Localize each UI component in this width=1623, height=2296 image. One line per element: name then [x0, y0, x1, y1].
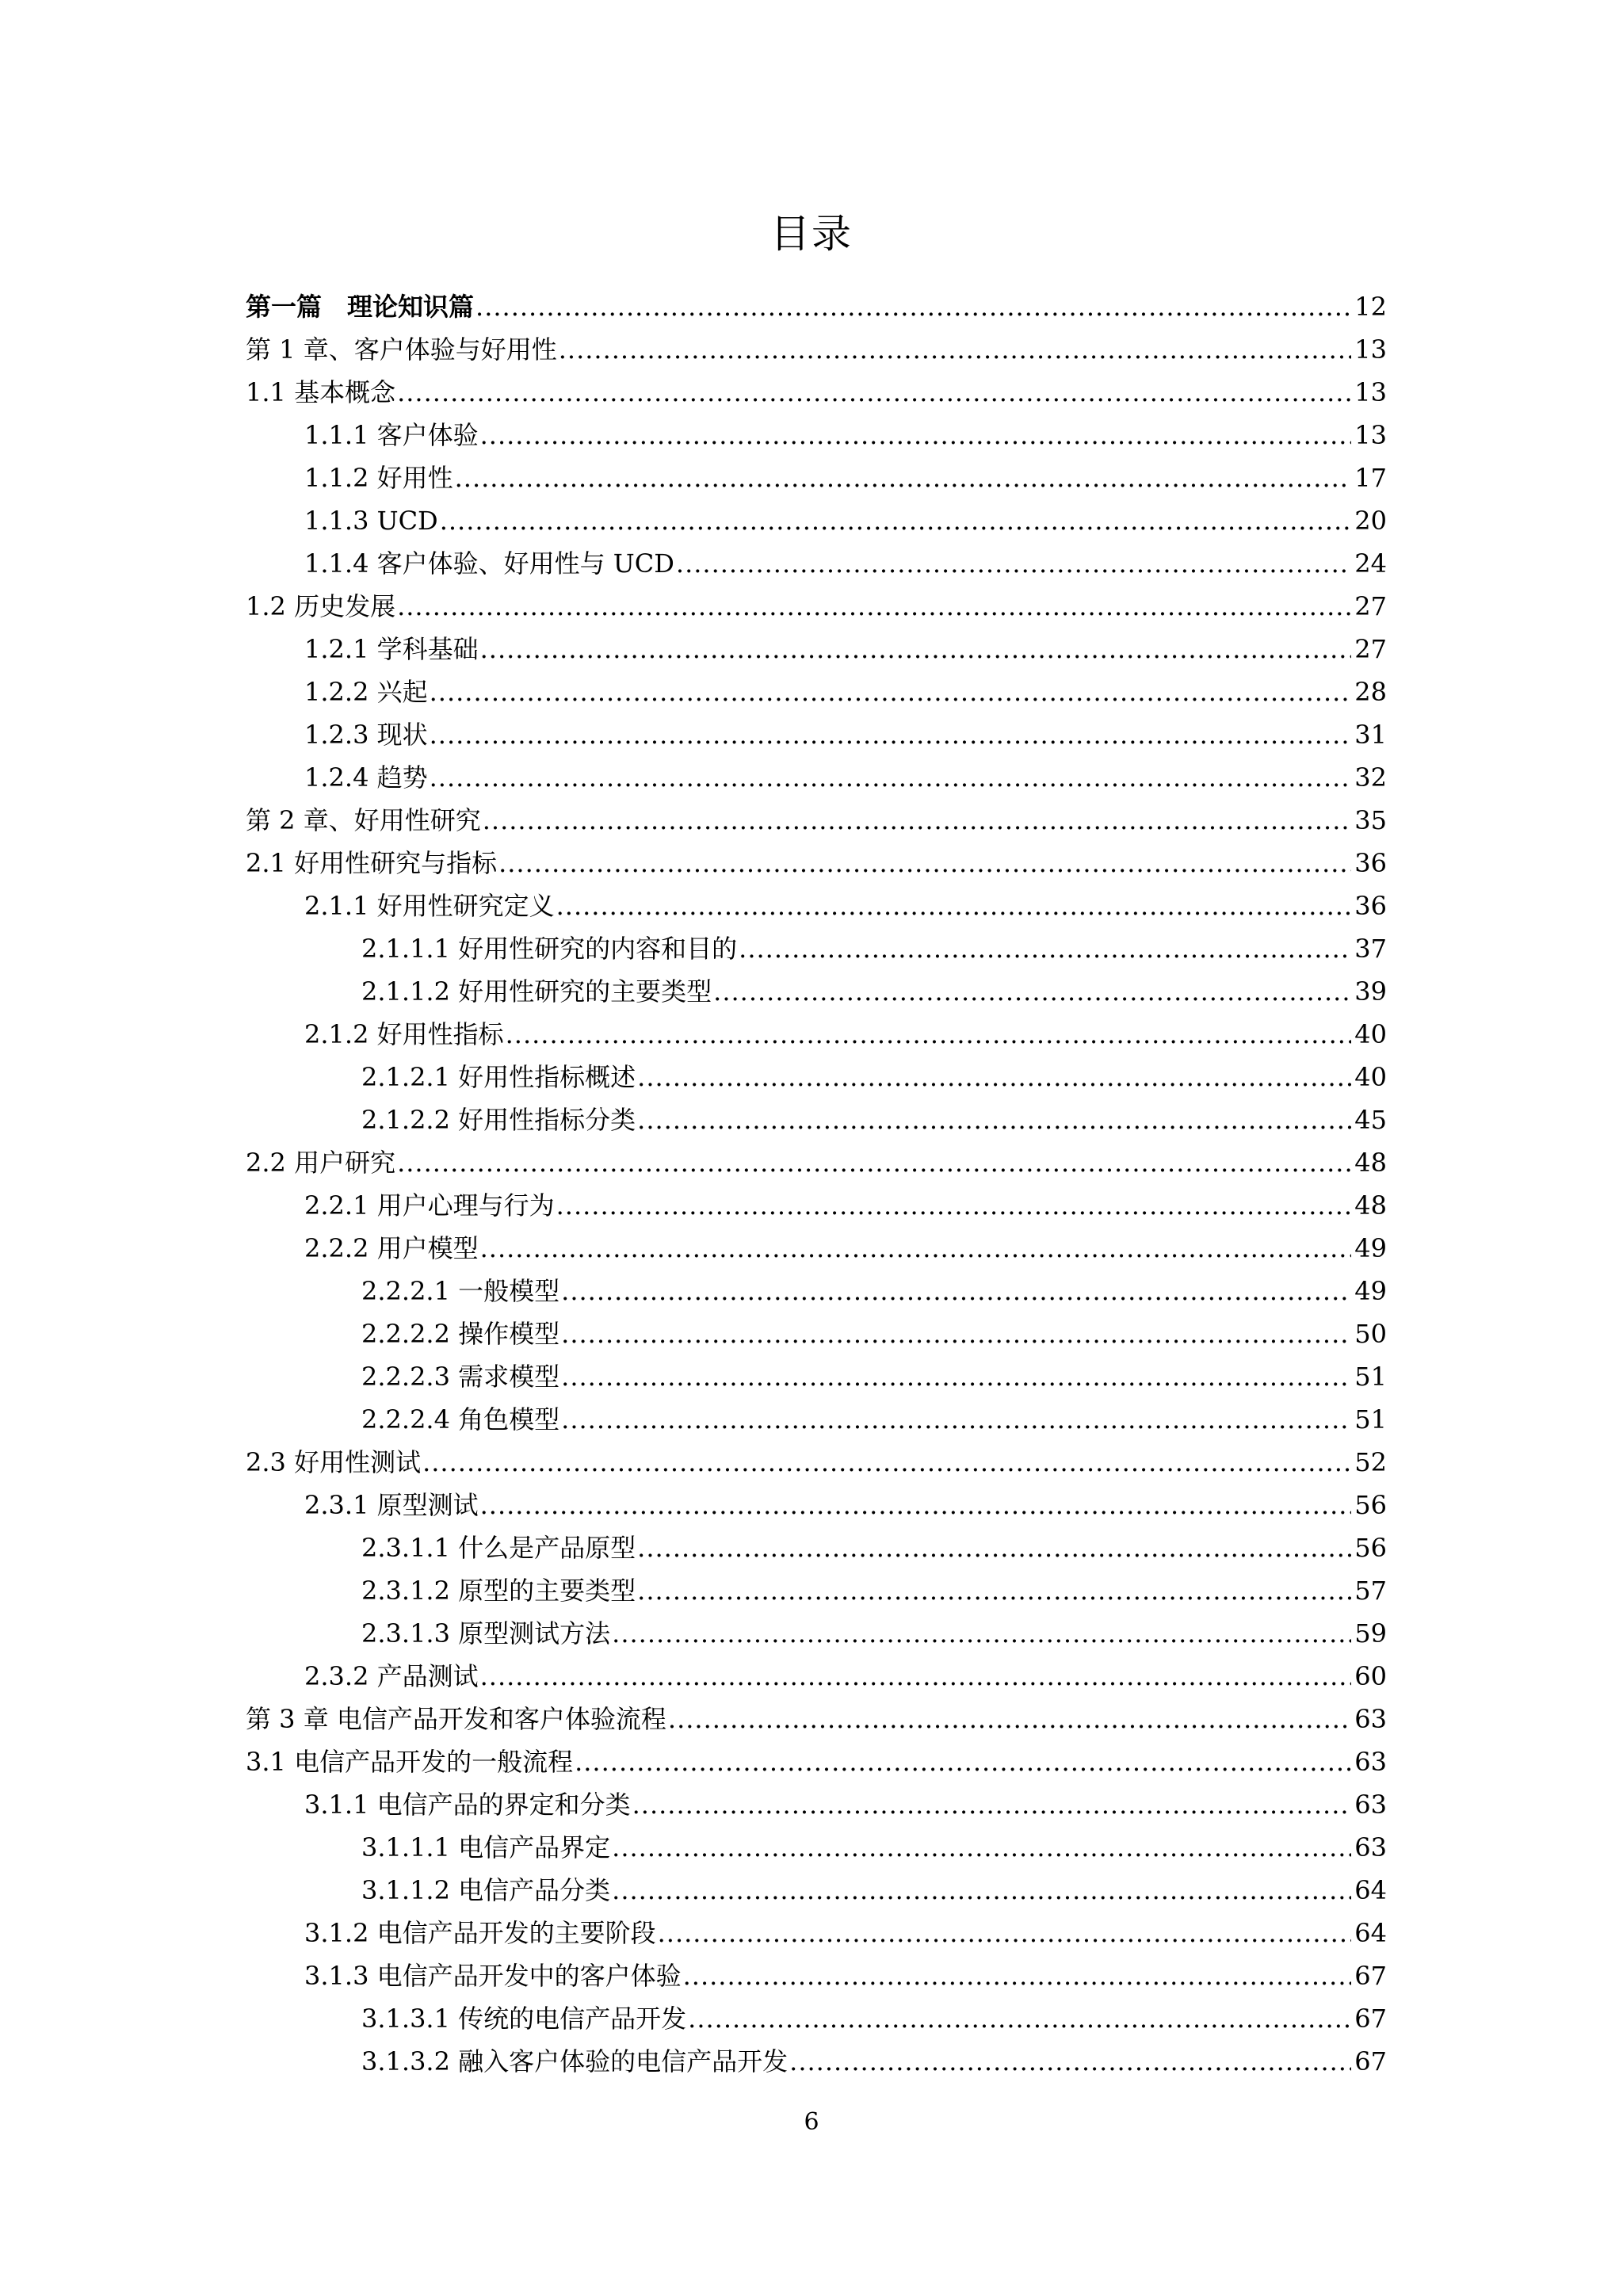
toc-entry[interactable]	[246, 2040, 1387, 2083]
toc-entry[interactable]	[246, 970, 1387, 1013]
toc-entry-label: 3.1.1 电信产品的界定和分类	[304, 1790, 631, 1820]
toc-entry-page: 59	[1354, 1618, 1387, 1648]
toc-entry[interactable]	[246, 1484, 1387, 1526]
toc-entry-label: 2.3.1.2 原型的主要类型	[361, 1576, 636, 1606]
toc-entry-label: 2.1.2.1 好用性指标概述	[361, 1062, 636, 1092]
toc-entry-label: 1.2 历史发展	[246, 591, 396, 621]
toc-dot-leader	[612, 1612, 1351, 1655]
toc-dot-leader	[658, 1912, 1352, 1954]
toc-entry-label: 2.2.2 用户模型	[304, 1233, 479, 1263]
toc-entry-page: 51	[1354, 1362, 1387, 1392]
toc-entry-page: 27	[1354, 591, 1387, 621]
toc-entry[interactable]	[246, 1398, 1387, 1441]
toc-entry-page: 17	[1354, 463, 1387, 493]
toc-entry-label: 第 1 章、客户体验与好用性	[246, 334, 557, 365]
toc-entry[interactable]	[246, 371, 1387, 414]
toc-entry-label: 3.1 电信产品开发的一般流程	[246, 1747, 574, 1777]
toc-entry-label: 3.1.1.1 电信产品界定	[361, 1832, 611, 1862]
toc-entry[interactable]	[246, 499, 1387, 542]
toc-entry-label: 2.1.1.1 好用性研究的内容和目的	[361, 934, 738, 964]
toc-dot-leader	[480, 414, 1352, 457]
toc-entry-label: 1.1.2 好用性	[304, 463, 453, 493]
toc-entry-label: 3.1.3 电信产品开发中的客户体验	[304, 1961, 682, 1991]
toc-entry-page: 49	[1354, 1233, 1387, 1263]
toc-entry[interactable]	[246, 713, 1387, 756]
toc-dot-leader	[561, 1355, 1351, 1398]
toc-entry-page: 63	[1354, 1790, 1387, 1820]
toc-entry[interactable]	[246, 1526, 1387, 1569]
toc-entry-label: 3.1.2 电信产品开发的主要阶段	[304, 1918, 656, 1948]
toc-dot-leader	[440, 499, 1352, 542]
toc-entry-page: 13	[1354, 377, 1387, 407]
toc-entry-label: 1.1.1 客户体验	[304, 420, 479, 450]
toc-dot-leader	[688, 1997, 1351, 2040]
toc-entry[interactable]	[246, 1569, 1387, 1612]
toc-entry-page: 31	[1354, 720, 1387, 750]
toc-entry[interactable]	[246, 1698, 1387, 1740]
toc-dot-leader	[480, 1484, 1352, 1526]
toc-dot-leader	[676, 542, 1351, 585]
toc-entry[interactable]	[246, 1740, 1387, 1783]
toc-dot-leader	[683, 1954, 1352, 1997]
toc-dot-leader	[789, 2040, 1351, 2083]
toc-entry[interactable]	[246, 1098, 1387, 1141]
toc-entry-label: 2.2.2.4 角色模型	[361, 1404, 560, 1435]
toc-entry[interactable]	[246, 1184, 1387, 1227]
toc-entry-page: 13	[1354, 334, 1387, 365]
toc-dot-leader	[739, 927, 1351, 970]
toc-entry-label: 2.1.2 好用性指标	[304, 1019, 504, 1049]
toc-entry[interactable]	[246, 1355, 1387, 1398]
toc-dot-leader	[430, 756, 1352, 799]
toc-dot-leader	[483, 799, 1352, 842]
toc-entry[interactable]	[246, 1270, 1387, 1312]
toc-entry-page: 36	[1354, 848, 1387, 878]
toc-dot-leader	[556, 884, 1352, 927]
toc-entry-page: 51	[1354, 1404, 1387, 1435]
toc-entry-page: 67	[1354, 2004, 1387, 2034]
toc-entry-label: 2.2.2.3 需求模型	[361, 1362, 560, 1392]
toc-entry-label: 2.3 好用性测试	[246, 1447, 422, 1477]
toc-entry-page: 64	[1354, 1875, 1387, 1905]
toc-entry[interactable]	[246, 842, 1387, 884]
toc-entry-page: 12	[1354, 292, 1387, 322]
toc-dot-leader	[561, 1398, 1351, 1441]
page-title: 目录	[770, 211, 853, 257]
toc-entry[interactable]	[246, 1141, 1387, 1184]
toc-dot-leader	[480, 628, 1352, 670]
toc-entry[interactable]	[246, 1869, 1387, 1912]
toc-entry-page: 57	[1354, 1576, 1387, 1606]
toc-entry-label: 1.1.3 UCD	[304, 506, 438, 536]
toc-entry[interactable]	[246, 414, 1387, 457]
toc-entry[interactable]	[246, 1056, 1387, 1098]
toc-entry[interactable]	[246, 585, 1387, 628]
toc-entry-page: 63	[1354, 1704, 1387, 1734]
toc-entry-label: 2.2.2.1 一般模型	[361, 1276, 560, 1306]
toc-entry-page: 20	[1354, 506, 1387, 536]
toc-dot-leader	[637, 1569, 1351, 1612]
toc-entry-label: 2.2.1 用户心理与行为	[304, 1190, 555, 1221]
toc-entry[interactable]	[246, 285, 1387, 328]
toc-entry-label: 3.1.3.2 融入客户体验的电信产品开发	[361, 2046, 789, 2076]
toc-entry[interactable]	[246, 756, 1387, 799]
toc-dot-leader	[637, 1526, 1351, 1569]
toc-dot-leader	[632, 1783, 1352, 1826]
toc-entry-page: 13	[1354, 420, 1387, 450]
toc-entry[interactable]	[246, 1783, 1387, 1826]
toc-entry-page: 67	[1354, 1961, 1387, 1991]
toc-entry[interactable]	[246, 1826, 1387, 1869]
toc-entry-page: 67	[1354, 2046, 1387, 2076]
toc-entry-label: 1.1 基本概念	[246, 377, 396, 407]
toc-entry-label: 第 2 章、好用性研究	[246, 805, 481, 835]
toc-dot-leader	[575, 1740, 1351, 1783]
toc-entry-page: 36	[1354, 891, 1387, 921]
toc-entry[interactable]	[246, 927, 1387, 970]
toc-entry[interactable]	[246, 1655, 1387, 1698]
toc-entry[interactable]	[246, 1912, 1387, 1954]
toc-entry-page: 32	[1354, 762, 1387, 793]
toc-entry[interactable]	[246, 1954, 1387, 1997]
toc-entry-page: 56	[1354, 1490, 1387, 1520]
toc-entry[interactable]	[246, 670, 1387, 713]
toc-dot-leader	[455, 457, 1352, 499]
page-number: 6	[804, 2108, 819, 2136]
toc-entry[interactable]	[246, 799, 1387, 842]
toc-entry-page: 52	[1354, 1447, 1387, 1477]
toc-entry-label: 2.3.1.3 原型测试方法	[361, 1618, 611, 1648]
toc-dot-leader	[480, 1655, 1352, 1698]
toc-entry-page: 56	[1354, 1533, 1387, 1563]
toc-dot-leader	[430, 670, 1352, 713]
toc-entry-label: 1.2.1 学科基础	[304, 634, 479, 664]
toc-entry-page: 27	[1354, 634, 1387, 664]
toc-entry-label: 1.2.2 兴起	[304, 677, 428, 707]
toc-dot-leader	[430, 713, 1352, 756]
toc-dot-leader	[612, 1869, 1351, 1912]
toc-entry-label: 2.3.1 原型测试	[304, 1490, 479, 1520]
toc-entry-label: 1.2.3 现状	[304, 720, 428, 750]
toc-entry-page: 48	[1354, 1148, 1387, 1178]
toc-dot-leader	[612, 1826, 1351, 1869]
toc-dot-leader	[422, 1441, 1351, 1484]
toc-entry-page: 24	[1354, 548, 1387, 579]
toc-entry-page: 45	[1354, 1105, 1387, 1135]
toc-entry[interactable]	[246, 457, 1387, 499]
toc-entry[interactable]	[246, 542, 1387, 585]
toc-entry-label: 第一篇 理论知识篇	[246, 292, 475, 322]
toc-dot-leader	[480, 1227, 1352, 1270]
toc-entry[interactable]	[246, 1441, 1387, 1484]
toc-entry[interactable]	[246, 328, 1387, 371]
toc-entry-page: 39	[1354, 976, 1387, 1007]
toc-entry[interactable]	[246, 1227, 1387, 1270]
toc-dot-leader	[506, 1013, 1352, 1056]
toc-dot-leader	[668, 1698, 1351, 1740]
toc-dot-leader	[637, 1098, 1351, 1141]
toc-dot-leader	[713, 970, 1351, 1013]
toc-entry-label: 2.1.1.2 好用性研究的主要类型	[361, 976, 712, 1007]
toc-entry[interactable]	[246, 884, 1387, 927]
toc-dot-leader	[559, 328, 1352, 371]
toc-entry[interactable]	[246, 1312, 1387, 1355]
toc-entry-page: 63	[1354, 1832, 1387, 1862]
toc-entry-label: 3.1.3.1 传统的电信产品开发	[361, 2004, 687, 2034]
toc-entry-page: 50	[1354, 1319, 1387, 1349]
toc-dot-leader	[397, 1141, 1351, 1184]
toc-dot-leader	[397, 585, 1351, 628]
toc-entry-page: 40	[1354, 1019, 1387, 1049]
toc-dot-leader	[498, 842, 1351, 884]
toc-entry-page: 48	[1354, 1190, 1387, 1221]
toc-dot-leader	[637, 1056, 1351, 1098]
toc-entry-page: 40	[1354, 1062, 1387, 1092]
toc-dot-leader	[475, 285, 1351, 328]
toc-entry-page: 35	[1354, 805, 1387, 835]
toc-entry-label: 2.2 用户研究	[246, 1148, 396, 1178]
toc-entry-page: 37	[1354, 934, 1387, 964]
toc-entry-label: 2.1.2.2 好用性指标分类	[361, 1105, 636, 1135]
toc-dot-leader	[556, 1184, 1352, 1227]
table-of-contents	[246, 285, 1387, 2083]
toc-entry-page: 63	[1354, 1747, 1387, 1777]
toc-entry-label: 3.1.1.2 电信产品分类	[361, 1875, 611, 1905]
toc-dot-leader	[561, 1312, 1351, 1355]
toc-entry[interactable]	[246, 1612, 1387, 1655]
toc-entry-label: 2.1.1 好用性研究定义	[304, 891, 555, 921]
toc-entry[interactable]	[246, 1997, 1387, 2040]
toc-entry-label: 1.1.4 客户体验、好用性与 UCD	[304, 548, 674, 579]
toc-entry[interactable]	[246, 1013, 1387, 1056]
toc-entry-label: 1.2.4 趋势	[304, 762, 428, 793]
toc-entry-page: 28	[1354, 677, 1387, 707]
toc-entry-label: 2.2.2.2 操作模型	[361, 1319, 560, 1349]
toc-dot-leader	[397, 371, 1351, 414]
toc-entry[interactable]	[246, 628, 1387, 670]
toc-entry-label: 2.1 好用性研究与指标	[246, 848, 498, 878]
toc-entry-label: 第 3 章 电信产品开发和客户体验流程	[246, 1704, 666, 1734]
toc-entry-page: 64	[1354, 1918, 1387, 1948]
toc-dot-leader	[561, 1270, 1351, 1312]
toc-entry-page: 49	[1354, 1276, 1387, 1306]
toc-entry-label: 2.3.1.1 什么是产品原型	[361, 1533, 636, 1563]
toc-entry-page: 60	[1354, 1661, 1387, 1691]
toc-entry-label: 2.3.2 产品测试	[304, 1661, 479, 1691]
